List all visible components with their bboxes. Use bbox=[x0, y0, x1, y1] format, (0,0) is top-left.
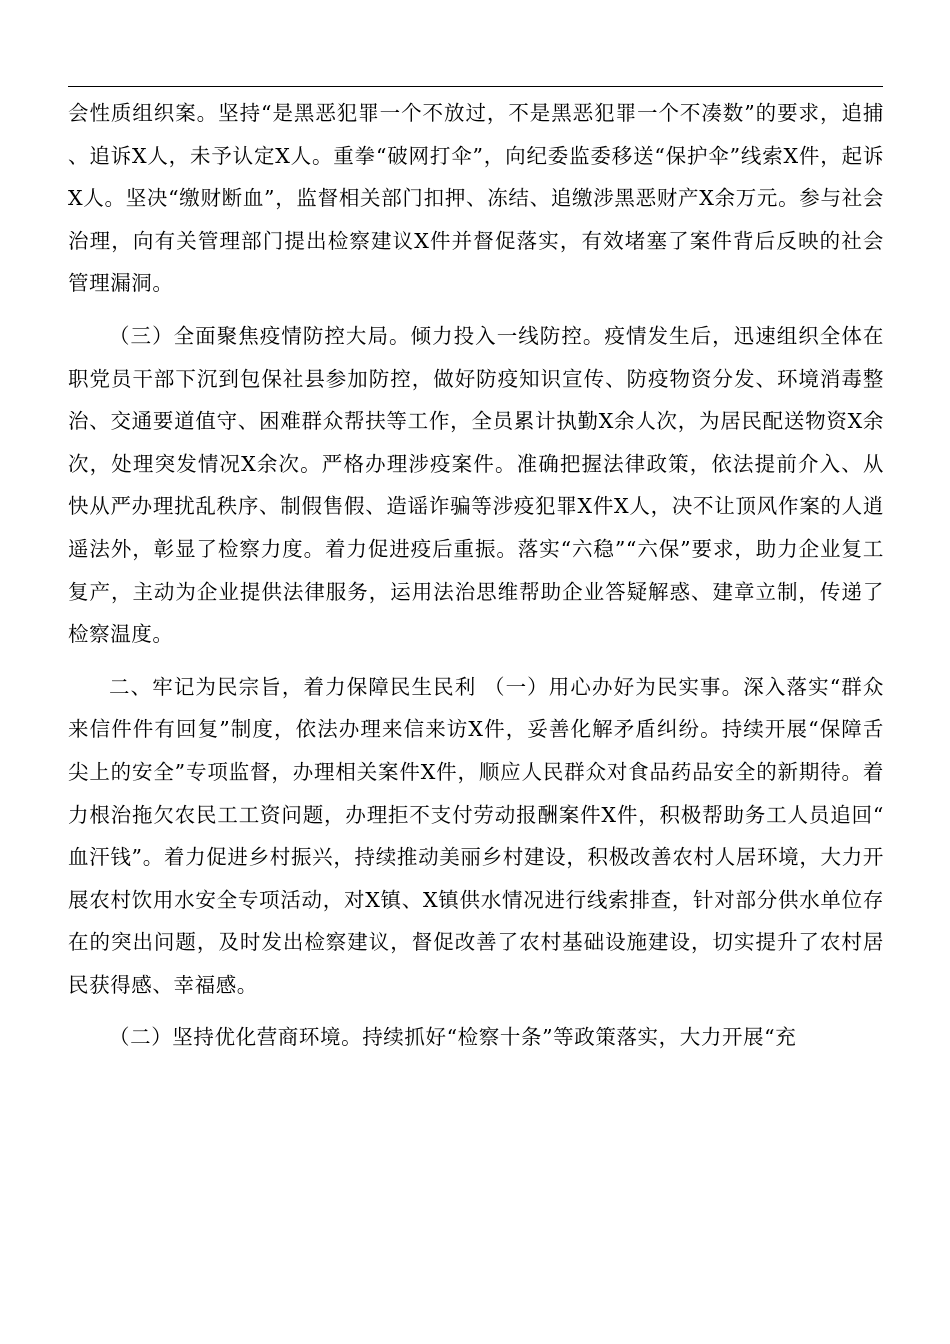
paragraph-epidemic-prevention: （三）全面聚焦疫情防控大局。倾力投入一线防控。疫情发生后，迅速组织全体在职党员干部下沉到包保社县参加防控，做好防疫知识宣传、防疫物资分发、环境消毒整治、交通要道值守、困难群众帮扶等工作，全员累计执勤X余人次，为居民配送物资X余次，处理突发情况X余次。严格办理涉疫案件。准确把握法律政策，依法提前介入、从快从严办理扰乱秩序、制假售假、造谣诈骗等涉疫犯罪X件X人，决不让顶风作案的人逍遥法外，彰显了检察力度。着力促进疫后重振。落实“六稳”“六保”要求，助力企业复工复产，主动为企业提供法律服务，运用法治思维帮助企业答疑解惑、建章立制，传递了检察温度。 bbox=[68, 323, 884, 647]
paragraph-people-livelihood: 二、牢记为民宗旨，着力保障民生民利 （一）用心办好为民实事。深入落实“群众来信件件有回复”制度，依法办理来信来访X件，妥善化解矛盾纠纷。持续开展“保障舌尖上的安全”专项监督，办理相关案件X件，顺应人民群众对食品药品安全的新期待。着力根治拖欠农民工工资问题，办理拒不支付劳动报酬案件X件，积极帮助务工人员追回“血汗钱”。着力促进乡村振兴，持续推动美丽乡村建设，积极改善农村人居环境，大力开展农村饮用水安全专项活动，对X镇、X镇供水情况进行线索排查，针对部分供水单位存在的突出问题，及时发出检察建议，督促改善了农村基础设施建设，切实提升了农村居民获得感、幸福感。 bbox=[68, 674, 884, 997]
paragraph-business-environment: （二）坚持优化营商环境。持续抓好“检察十条”等政策落实，大力开展“充 bbox=[109, 1025, 797, 1050]
header-rule bbox=[68, 86, 883, 87]
document-body bbox=[68, 92, 884, 1059]
paragraph-continuation: 会性质组织案。坚持“是黑恶犯罪一个不放过，不是黑恶犯罪一个不凑数”的要求，追捕、追诉X人，未予认定X人。重拳“破网打伞”，向纪委监委移送“保护伞”线索X件，起诉X人。坚决“缴财断血”，监督相关部门扣押、冻结、追缴涉黑恶财产X余万元。参与社会治理，向有关管理部门提出检察建议X件并督促落实，有效堵塞了案件背后反映的社会管理漏洞。 bbox=[68, 101, 884, 296]
